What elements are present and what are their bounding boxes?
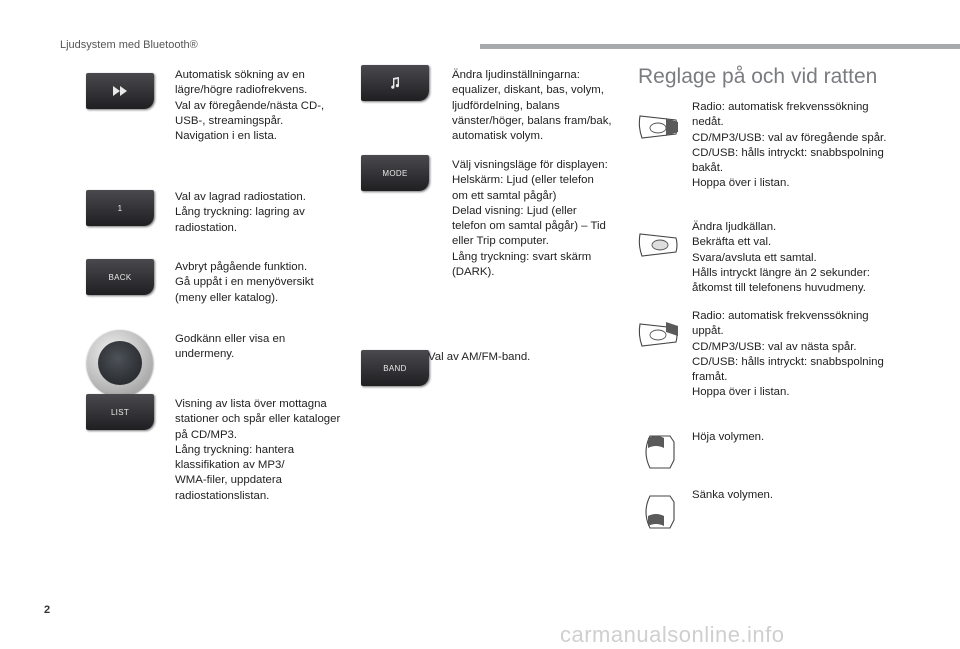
steering-control-down-icon bbox=[636, 110, 680, 144]
mode-button-label: MODE bbox=[382, 168, 408, 178]
control-down-description: Radio: automatisk frekvenssökning nedåt. CD/MP3/USB: val av föregående spår. CD/USB: hålls intryckt: snabbspolning bakåt. Hoppa över i listan. bbox=[692, 101, 887, 190]
seek-description: Automatisk sökning av en lägre/högre radiofrekvens. Val av föregående/nästa CD-, USB-, streamingspår. Navigation i en lista. bbox=[175, 69, 325, 143]
volume-up-description: Höja volymen. bbox=[692, 431, 765, 443]
audio-settings-description: Ändra ljudinställningarna: equalizer, diskant, bas, volym, ljudfördelning, balans vänster/höger, balans fram/bak, automatisk volym. bbox=[452, 69, 612, 143]
list-button-label: LIST bbox=[110, 407, 130, 417]
control-up-description: Radio: automatisk frekvenssökning uppåt. CD/MP3/USB: val av nästa spår. CD/USB: hålls intryckt: snabbspolning framåt. Hoppa över i listan. bbox=[692, 310, 884, 399]
page-number: 2 bbox=[44, 604, 51, 616]
list-description: Visning av lista över mottagna stationer och spår eller kataloger på CD/MP3. Lång tryckning: hantera klassifikation av MP3/ WMA-filer, uppdatera radiostationslistan. bbox=[175, 398, 341, 502]
header-bar bbox=[480, 44, 960, 49]
band-button-label: BAND bbox=[383, 363, 407, 373]
watermark: carmanualsonline.info bbox=[560, 622, 785, 647]
preset-description: Val av lagrad radiostation. Lång tryckning: lagring av radiostation. bbox=[175, 191, 306, 234]
rotary-knob bbox=[87, 330, 153, 396]
audio-settings-button bbox=[361, 65, 429, 101]
band-description: Val av AM/FM-band. bbox=[428, 351, 531, 363]
preset-button-label: 1 bbox=[117, 203, 123, 213]
mode-button bbox=[361, 155, 429, 191]
section-title: Reglage på och vid ratten bbox=[638, 65, 878, 88]
list-button bbox=[86, 394, 154, 430]
volume-down-description: Sänka volymen. bbox=[692, 489, 774, 501]
control-source-description: Ändra ljudkällan. Bekräfta ett val. Svara/avsluta ett samtal. Hålls intryckt längre än 2 sekunder: åtkomst till telefonens huvudmeny. bbox=[692, 221, 870, 295]
preset-button bbox=[86, 190, 154, 226]
back-button-label: BACK bbox=[108, 272, 132, 282]
music-note-icon bbox=[390, 77, 400, 89]
back-description: Avbryt pågående funktion. Gå uppåt i en menyöversikt (meny eller katalog). bbox=[175, 261, 314, 304]
page-header-title: Ljudsystem med Bluetooth® bbox=[60, 39, 198, 51]
volume-up-icon bbox=[636, 430, 680, 474]
steering-control-up-icon bbox=[636, 318, 680, 352]
knob-description: Godkänn eller visa en undermeny. bbox=[175, 333, 286, 361]
seek-button bbox=[86, 73, 154, 109]
band-button bbox=[361, 350, 429, 386]
volume-down-icon bbox=[636, 490, 680, 534]
mode-description: Välj visningsläge för displayen: Helskärm: Ljud (eller telefon om ett samtal pågår) Delad visning: Ljud (eller telefon om samtal pågår) – Tid eller Trip computer. Lång tryckning: svart skärm (DARK). bbox=[452, 159, 608, 279]
steering-control-source-icon bbox=[636, 228, 680, 262]
back-button bbox=[86, 259, 154, 295]
fast-forward-icon bbox=[113, 86, 127, 96]
knob-center bbox=[98, 341, 142, 385]
